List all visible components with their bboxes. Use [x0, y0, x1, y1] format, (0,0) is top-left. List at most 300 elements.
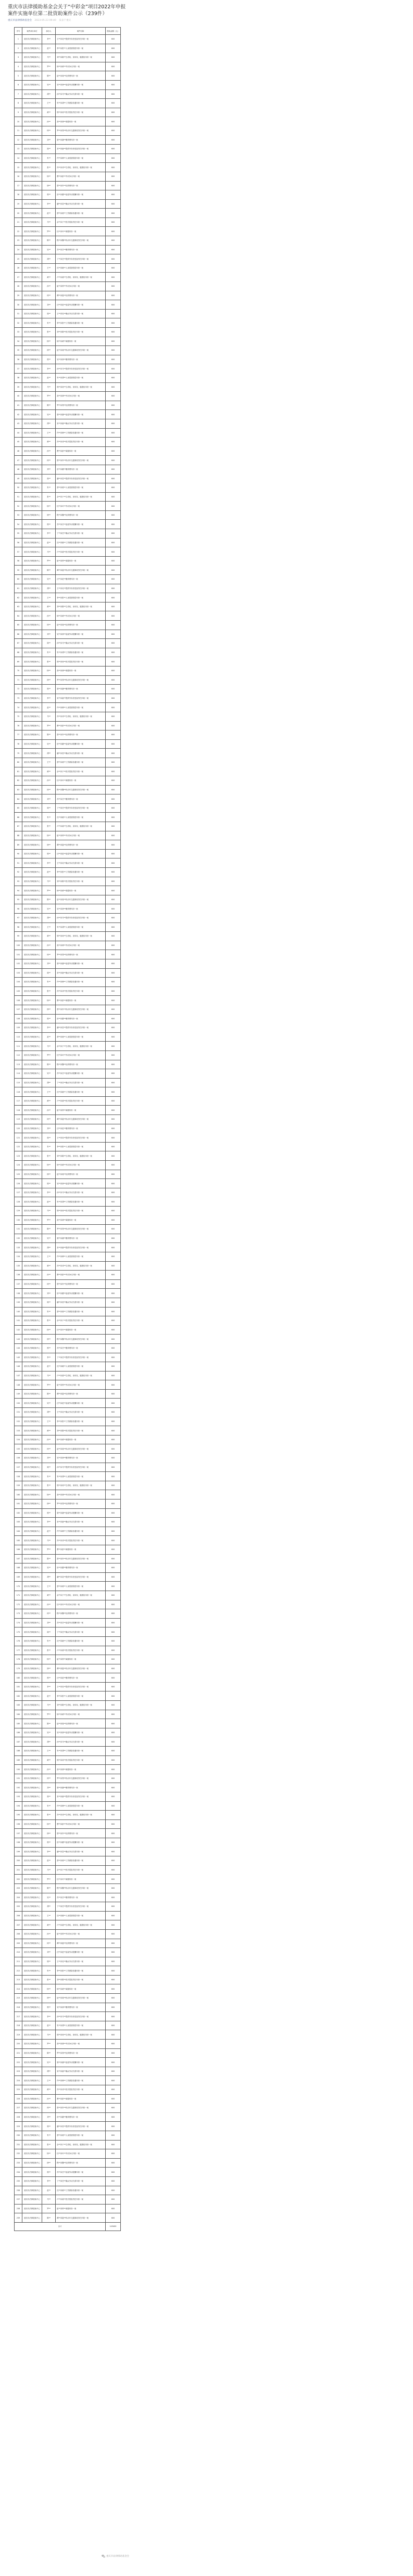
table-row — [15, 1161, 121, 1170]
table-row — [15, 1298, 121, 1307]
cell-index: 195 — [15, 1811, 22, 1820]
cell-handler: 赵** — [42, 1197, 56, 1207]
cell-case-name: 崔**诉钟**离婚纠纷一案 — [56, 1106, 106, 1115]
cell-amount: 600 — [106, 593, 121, 603]
cell-handler: 张** — [42, 328, 56, 337]
table-row — [15, 2040, 121, 2049]
cell-index: 69 — [15, 657, 22, 667]
cell-unit: 重庆市法律援助中心 — [22, 630, 42, 639]
cell-amount: 600 — [106, 1838, 121, 1847]
cell-amount: 600 — [106, 2168, 121, 2177]
cell-unit: 重庆市法律援助中心 — [22, 2040, 42, 2049]
cell-index: 212 — [15, 1966, 22, 1976]
table-row — [15, 1984, 121, 1994]
cell-unit: 重庆市法律援助中心 — [22, 153, 42, 163]
cell-handler: 赵** — [42, 209, 56, 218]
table-row — [15, 2149, 121, 2159]
cell-unit: 重庆市法律援助中心 — [22, 1252, 42, 1261]
cell-index: 58 — [15, 556, 22, 566]
cell-unit: 重庆市法律援助中心 — [22, 914, 42, 923]
cell-amount: 600 — [106, 172, 121, 181]
cell-index: 76 — [15, 721, 22, 730]
cell-amount: 600 — [106, 62, 121, 71]
cell-unit: 重庆市法律援助中心 — [22, 593, 42, 603]
table-row — [15, 1893, 121, 1902]
cell-index: 1 — [15, 35, 22, 44]
cell-index: 35 — [15, 346, 22, 355]
cell-case-name: 宋**诉唐**提供劳务者受害责任纠纷一案 — [56, 1792, 106, 1802]
cell-handler: 罗** — [42, 62, 56, 71]
cell-unit: 重庆市法律援助中心 — [22, 730, 42, 740]
cell-index: 20 — [15, 209, 22, 218]
cell-amount: 600 — [106, 1636, 121, 1646]
cell-case-name: 郭**诉何**生命权、身体权、健康权纠纷一案 — [56, 932, 106, 941]
cell-unit: 重庆市法律援助中心 — [22, 1856, 42, 1866]
cell-handler: 马** — [42, 1701, 56, 1710]
table-row — [15, 163, 121, 172]
cell-handler: 孙** — [42, 941, 56, 950]
cell-handler: 刘** — [42, 1783, 56, 1792]
cell-case-name: 高**诉林**劳动争议纠纷一案 — [56, 1490, 106, 1500]
cell-unit: 重庆市法律援助中心 — [22, 2149, 42, 2159]
cell-unit: 重庆市法律援助中心 — [22, 840, 42, 850]
cell-handler: 黄** — [42, 1096, 56, 1106]
table-row — [15, 2021, 121, 2030]
cell-handler: 郭** — [42, 849, 56, 858]
cell-unit: 重庆市法律援助中心 — [22, 217, 42, 227]
table-header-row — [15, 28, 121, 35]
cell-unit: 重庆市法律援助中心 — [22, 2158, 42, 2168]
cell-unit: 重庆市法律援助中心 — [22, 694, 42, 703]
cell-index: 145 — [15, 1353, 22, 1362]
cell-index: 110 — [15, 1032, 22, 1042]
cell-handler: 胡** — [42, 89, 56, 99]
cell-unit: 重庆市法律援助中心 — [22, 785, 42, 794]
cell-unit: 重庆市法律援助中心 — [22, 1353, 42, 1362]
cell-index: 205 — [15, 1902, 22, 1912]
cell-handler: 张** — [42, 163, 56, 172]
cell-index: 102 — [15, 959, 22, 968]
cell-case-name: 许**诉韩**工伤保险待遇纠纷一案 — [56, 2076, 106, 2085]
cell-amount: 600 — [106, 71, 121, 81]
cell-amount: 600 — [106, 877, 121, 886]
cell-index: 157 — [15, 1463, 22, 1472]
cell-unit: 重庆市法律援助中心 — [22, 492, 42, 502]
cell-handler: 马** — [42, 53, 56, 62]
cell-handler: 胡** — [42, 1408, 56, 1417]
table-row — [15, 1426, 121, 1436]
cell-amount: 600 — [106, 1060, 121, 1069]
table-row — [15, 1316, 121, 1326]
table-row — [15, 1618, 121, 1627]
cell-index: 92 — [15, 868, 22, 877]
cell-unit: 重庆市法律援助中心 — [22, 1087, 42, 1097]
cell-amount: 600 — [106, 1545, 121, 1554]
table-row — [15, 300, 121, 310]
cell-case-name: 崔**诉钟**劳动争议纠纷一案 — [56, 282, 106, 291]
cell-unit: 重庆市法律援助中心 — [22, 410, 42, 419]
cell-unit: 重庆市法律援助中心 — [22, 959, 42, 968]
cell-handler: 郭** — [42, 1508, 56, 1518]
cell-handler: 周** — [42, 1627, 56, 1637]
cell-unit: 重庆市法律援助中心 — [22, 1536, 42, 1545]
cell-case-name: 汪**诉范**追索劳动报酬纠纷一案 — [56, 1948, 106, 1957]
table-row — [15, 666, 121, 675]
table-row — [15, 1655, 121, 1664]
cell-unit: 重庆市法律援助中心 — [22, 822, 42, 831]
cell-unit: 重庆市法律援助中心 — [22, 978, 42, 987]
table-row — [15, 1536, 121, 1545]
cell-case-name: 罗**诉郑**机动车交通事故责任纠纷一案 — [56, 1774, 106, 1783]
cell-index: 236 — [15, 2186, 22, 2195]
cell-case-name: 李**诉张**工伤保险待遇纠纷一案 — [56, 1417, 106, 1426]
cell-handler: 陈** — [42, 1225, 56, 1234]
cell-index: 104 — [15, 978, 22, 987]
table-row — [15, 44, 121, 53]
cell-handler: 孙** — [42, 776, 56, 786]
cell-case-name: 卢**诉姜**生命权、身体权、健康权纠纷一案 — [56, 273, 106, 282]
cell-unit: 重庆市法律援助中心 — [22, 2204, 42, 2213]
cell-case-name: 杜**诉叶**离婚纠纷一案 — [56, 227, 106, 236]
cell-index: 56 — [15, 538, 22, 547]
cell-unit: 重庆市法律援助中心 — [22, 1161, 42, 1170]
cell-case-name: 潘**诉袁**确认劳动关系纠纷一案 — [56, 1847, 106, 1856]
cell-unit: 重庆市法律援助中心 — [22, 776, 42, 786]
cell-case-name: 赵**诉周**抚养费纠纷一案 — [56, 621, 106, 630]
cell-case-name: 田**诉董**追索劳动报酬纠纷一案 — [56, 739, 106, 749]
table-row — [15, 309, 121, 318]
table-row — [15, 721, 121, 730]
cell-case-name: 崔**诉钟**劳动争议纠纷一案 — [56, 1380, 106, 1390]
cell-case-name: 丁**诉任**提供劳务者受害责任纠纷一案 — [56, 803, 106, 813]
table-row — [15, 1289, 121, 1298]
cell-unit: 重庆市法律援助中心 — [22, 373, 42, 382]
cell-unit: 重庆市法律援助中心 — [22, 575, 42, 584]
cell-amount: 600 — [106, 685, 121, 694]
cell-case-name: 李**诉张**工伤保险待遇纠纷一案 — [56, 1966, 106, 1976]
cell-case-name: 高**诉林**离婚纠纷一案 — [56, 1765, 106, 1774]
cell-index: 139 — [15, 1298, 22, 1307]
cell-case-name: 蔡**诉蒋**人身损害赔偿纠纷一案 — [56, 1032, 106, 1042]
cell-amount: 600 — [106, 2021, 121, 2030]
cell-case-name: 梁**诉谢**追索劳动报酬纠纷一案 — [56, 959, 106, 968]
cell-case-name: 孙**诉马**提供劳务者受害责任纠纷一案 — [56, 364, 106, 374]
cell-handler: 杨** — [42, 831, 56, 840]
cell-handler: 胡** — [42, 419, 56, 428]
table-row — [15, 1050, 121, 1060]
cell-amount: 600 — [106, 2149, 121, 2159]
cell-index: 200 — [15, 1856, 22, 1866]
cell-index: 98 — [15, 922, 22, 932]
cell-handler: 赵** — [42, 868, 56, 877]
cell-amount: 600 — [106, 1508, 121, 1518]
cell-amount: 600 — [106, 1380, 121, 1390]
account-name-link[interactable]: 重庆市法律援助基金会 — [8, 19, 32, 22]
table-row — [15, 502, 121, 511]
cell-unit: 重庆市法律援助中心 — [22, 1032, 42, 1042]
cell-case-name: 赵**诉周**抚养费纠纷一案 — [56, 1170, 106, 1179]
table-row — [15, 895, 121, 904]
cell-case-name: 刘**诉陈**医疗损害责任纠纷一案 — [56, 1975, 106, 1984]
cell-index: 88 — [15, 831, 22, 840]
cell-handler: 刘** — [42, 300, 56, 310]
cell-unit: 重庆市法律援助中心 — [22, 1627, 42, 1637]
cell-amount: 600 — [106, 2131, 121, 2140]
cell-case-name: 曾**诉肖**抚养费纠纷一案 — [56, 1829, 106, 1838]
table-row — [15, 1939, 121, 1948]
cell-handler: 孙** — [42, 117, 56, 126]
cell-amount: 600 — [106, 1691, 121, 1701]
cell-index: 73 — [15, 694, 22, 703]
table-row — [15, 1582, 121, 1591]
table-row — [15, 2112, 121, 2122]
cell-case-name: 刘**诉陈**生命权、身体权、健康权纠纷一案 — [56, 1701, 106, 1710]
cell-case-name: 孙**诉马**提供劳务者受害责任纠纷一案 — [56, 914, 106, 923]
cell-case-name: 杨**诉黄**劳动争议纠纷一案 — [56, 1161, 106, 1170]
table-row — [15, 53, 121, 62]
cell-unit: 重庆市法律援助中心 — [22, 932, 42, 941]
cell-case-name: 卢**诉姜**生命权、身体权、健康权纠纷一案 — [56, 1371, 106, 1380]
cell-amount: 600 — [106, 2040, 121, 2049]
cell-case-name: 冯**诉邓**医疗损害责任纠纷一案 — [56, 986, 106, 996]
cell-index: 181 — [15, 1682, 22, 1691]
cell-case-name: 朱**诉胡**人身损害赔偿纠纷一案 — [56, 2021, 106, 2030]
cell-handler: 徐** — [42, 346, 56, 355]
cell-amount: 600 — [106, 941, 121, 950]
cell-handler: 杨** — [42, 1819, 56, 1829]
cell-case-name: 程**诉魏**机动车交通事故责任纠纷一案 — [56, 785, 106, 794]
cell-amount: 600 — [106, 675, 121, 685]
cell-unit: 重庆市法律援助中心 — [22, 71, 42, 81]
cell-index: 132 — [15, 1234, 22, 1243]
table-row — [15, 382, 121, 392]
cell-index: 51 — [15, 492, 22, 502]
cell-unit: 重庆市法律援助中心 — [22, 1673, 42, 1683]
cell-index: 120 — [15, 1124, 22, 1133]
cell-amount: 600 — [106, 227, 121, 236]
cell-index: 136 — [15, 1271, 22, 1280]
cell-amount: 600 — [106, 1911, 121, 1920]
cell-unit: 重庆市法律援助中心 — [22, 1975, 42, 1984]
cell-case-name: 曹**诉彭**劳动争议纠纷一案 — [56, 721, 106, 730]
cell-handler: 吴** — [42, 1069, 56, 1079]
cell-handler: 王** — [42, 758, 56, 767]
table-row — [15, 2186, 121, 2195]
cell-case-name: 罗**诉郑**机动车交通事故责任纠纷一案 — [56, 1225, 106, 1234]
cell-amount: 600 — [106, 1994, 121, 2003]
cell-case-name: 冯**诉邓**生命权、身体权、健康权纠纷一案 — [56, 1811, 106, 1820]
cell-case-name: 杜**诉叶**劳动争议纠纷一案 — [56, 2149, 106, 2159]
cell-unit: 重庆市法律援助中心 — [22, 1481, 42, 1490]
cell-index: 239 — [15, 2213, 22, 2223]
table-row — [15, 1078, 121, 1087]
cell-amount: 600 — [106, 1655, 121, 1664]
table-row — [15, 1005, 121, 1014]
cell-handler: 何** — [42, 1115, 56, 1124]
cell-index: 75 — [15, 712, 22, 721]
cell-handler: 刘** — [42, 135, 56, 145]
cell-case-name: 田**诉董**赡养费纠纷一案 — [56, 1014, 106, 1023]
cell-case-name: 许**诉韩**人身损害赔偿纠纷一案 — [56, 1252, 106, 1261]
cell-unit: 重庆市法律援助中心 — [22, 1847, 42, 1856]
cell-handler: 罗** — [42, 1710, 56, 1719]
table-row — [15, 1819, 121, 1829]
table-row — [15, 483, 121, 493]
cell-unit: 重庆市法律援助中心 — [22, 986, 42, 996]
cell-amount: 600 — [106, 446, 121, 456]
cell-handler: 赵** — [42, 1362, 56, 1372]
cell-index: 90 — [15, 849, 22, 858]
cell-unit: 重庆市法律援助中心 — [22, 300, 42, 310]
table-row — [15, 1719, 121, 1728]
cell-handler: 刘** — [42, 465, 56, 474]
cell-handler: 罗** — [42, 886, 56, 895]
cell-handler: 陈** — [42, 2048, 56, 2058]
cell-handler: 郭** — [42, 685, 56, 694]
table-row — [15, 364, 121, 374]
cell-index: 22 — [15, 227, 22, 236]
cell-index: 34 — [15, 337, 22, 346]
cell-case-name: 吴**诉徐**追索劳动报酬纠纷一案 — [56, 630, 106, 639]
table-row — [15, 1408, 121, 1417]
cell-case-name: 孙**诉马**确认劳动关系纠纷一案 — [56, 639, 106, 648]
cell-handler: 王** — [42, 1911, 56, 1920]
cell-handler: 周** — [42, 309, 56, 318]
cell-index: 134 — [15, 1252, 22, 1261]
cell-index: 206 — [15, 1911, 22, 1920]
table-row — [15, 1243, 121, 1252]
table-row — [15, 813, 121, 822]
cell-index: 180 — [15, 1673, 22, 1683]
cell-index: 95 — [15, 895, 22, 904]
case-table — [14, 27, 121, 2231]
cell-amount: 600 — [106, 108, 121, 117]
cell-case-name: 卢**诉姜**医疗损害责任纠纷一案 — [56, 1096, 106, 1106]
cell-case-name: 罗**诉郑**抚养费纠纷一案 — [56, 1500, 106, 1509]
cell-amount: 600 — [106, 1747, 121, 1756]
cell-case-name: 杜**诉叶**劳动争议纠纷一案 — [56, 502, 106, 511]
cell-unit: 重庆市法律援助中心 — [22, 950, 42, 959]
cell-unit: 重庆市法律援助中心 — [22, 1618, 42, 1627]
cell-index: 237 — [15, 2195, 22, 2205]
cell-index: 81 — [15, 767, 22, 776]
cell-handler: 马** — [42, 2030, 56, 2040]
cell-case-name: 梁**诉谢**赡养费纠纷一案 — [56, 1234, 106, 1243]
cell-amount: 600 — [106, 1902, 121, 1912]
cell-handler: 朱** — [42, 813, 56, 822]
cell-case-name: 许**诉韩**工伤保险待遇纠纷一案 — [56, 1527, 106, 1536]
cell-unit: 重庆市法律援助中心 — [22, 1060, 42, 1069]
cell-unit: 重庆市法律援助中心 — [22, 1591, 42, 1600]
cell-handler: 胡** — [42, 584, 56, 593]
cell-unit: 重庆市法律援助中心 — [22, 1527, 42, 1536]
cell-unit: 重庆市法律援助中心 — [22, 1883, 42, 1893]
cell-amount: 600 — [106, 2094, 121, 2104]
cell-case-name: 郭**诉何**医疗损害责任纠纷一案 — [56, 657, 106, 667]
cell-index: 68 — [15, 648, 22, 657]
table-row — [15, 1261, 121, 1271]
cell-handler: 何** — [42, 1774, 56, 1783]
cell-case-name: 田**诉董**赡养费纠纷一案 — [56, 1563, 106, 1573]
cell-unit: 重庆市法律援助中心 — [22, 556, 42, 566]
cell-index: 9 — [15, 108, 22, 117]
cell-unit: 重庆市法律援助中心 — [22, 2067, 42, 2076]
cell-index: 112 — [15, 1050, 22, 1060]
cell-index: 66 — [15, 630, 22, 639]
cell-unit: 重庆市法律援助中心 — [22, 2186, 42, 2195]
cell-index: 183 — [15, 1701, 22, 1710]
cell-handler: 孙** — [42, 282, 56, 291]
cell-handler: 周** — [42, 474, 56, 483]
cell-handler: 何** — [42, 291, 56, 300]
cell-amount: 600 — [106, 1234, 121, 1243]
table-row — [15, 446, 121, 456]
table-row — [15, 1572, 121, 1582]
cell-amount: 600 — [106, 1582, 121, 1591]
cell-handler: 郭** — [42, 2003, 56, 2012]
cell-handler: 何** — [42, 785, 56, 794]
cell-amount: 600 — [106, 1984, 121, 1994]
cell-handler: 李** — [42, 1682, 56, 1691]
cell-handler: 朱** — [42, 1142, 56, 1151]
table-row — [15, 1490, 121, 1500]
cell-amount: 600 — [106, 1078, 121, 1087]
table-row — [15, 675, 121, 685]
cell-case-name: 赵**诉周**机动车交通事故责任纠纷一案 — [56, 895, 106, 904]
cell-unit: 重庆市法律援助中心 — [22, 721, 42, 730]
cell-handler: 刘** — [42, 1454, 56, 1463]
cell-index: 127 — [15, 1188, 22, 1197]
cell-index: 203 — [15, 1883, 22, 1893]
cell-index: 159 — [15, 1481, 22, 1490]
cell-amount: 600 — [106, 1435, 121, 1444]
cell-amount: 600 — [106, 730, 121, 740]
cell-unit: 重庆市法律援助中心 — [22, 2112, 42, 2122]
table-row — [15, 2176, 121, 2186]
cell-index: 231 — [15, 2140, 22, 2149]
cell-case-name: 王**诉吴**提供劳务者受害责任纠纷一案 — [56, 35, 106, 44]
table-row — [15, 1124, 121, 1133]
table-row — [15, 1994, 121, 2003]
table-row — [15, 1399, 121, 1408]
cell-amount: 600 — [106, 53, 121, 62]
cell-amount: 600 — [106, 1875, 121, 1884]
cell-case-name: 刘**诉陈**生命权、身体权、健康权纠纷一案 — [56, 602, 106, 611]
cell-case-name: 王**诉吴**提供劳务者受害责任纠纷一案 — [56, 584, 106, 593]
cell-amount: 600 — [106, 483, 121, 493]
cell-case-name: 丁**诉任**确认劳动关系纠纷一案 — [56, 1627, 106, 1637]
cell-handler: 罗** — [42, 1050, 56, 1060]
table-row — [15, 575, 121, 584]
table-row — [15, 986, 121, 996]
cell-amount: 600 — [106, 2158, 121, 2168]
cell-case-name: 潘**诉袁**确认劳动关系纠纷一案 — [56, 749, 106, 758]
cell-amount: 600 — [106, 2104, 121, 2113]
table-row — [15, 941, 121, 950]
cell-unit: 重庆市法律援助中心 — [22, 428, 42, 438]
table-row — [15, 355, 121, 364]
cell-handler: 张** — [42, 492, 56, 502]
cell-case-name: 曾**诉肖**抚养费纠纷一案 — [56, 730, 106, 740]
cell-handler: 朱** — [42, 153, 56, 163]
cell-case-name: 蔡**诉蒋**工伤保险待遇纠纷一案 — [56, 209, 106, 218]
cell-unit: 重庆市法律援助中心 — [22, 108, 42, 117]
cell-index: 87 — [15, 822, 22, 831]
cell-handler: 杨** — [42, 172, 56, 181]
cell-amount: 600 — [106, 392, 121, 401]
header-amount: 资助金额（元） — [106, 28, 121, 35]
cell-case-name: 潘**诉袁**确认劳动关系纠纷一案 — [56, 1298, 106, 1307]
